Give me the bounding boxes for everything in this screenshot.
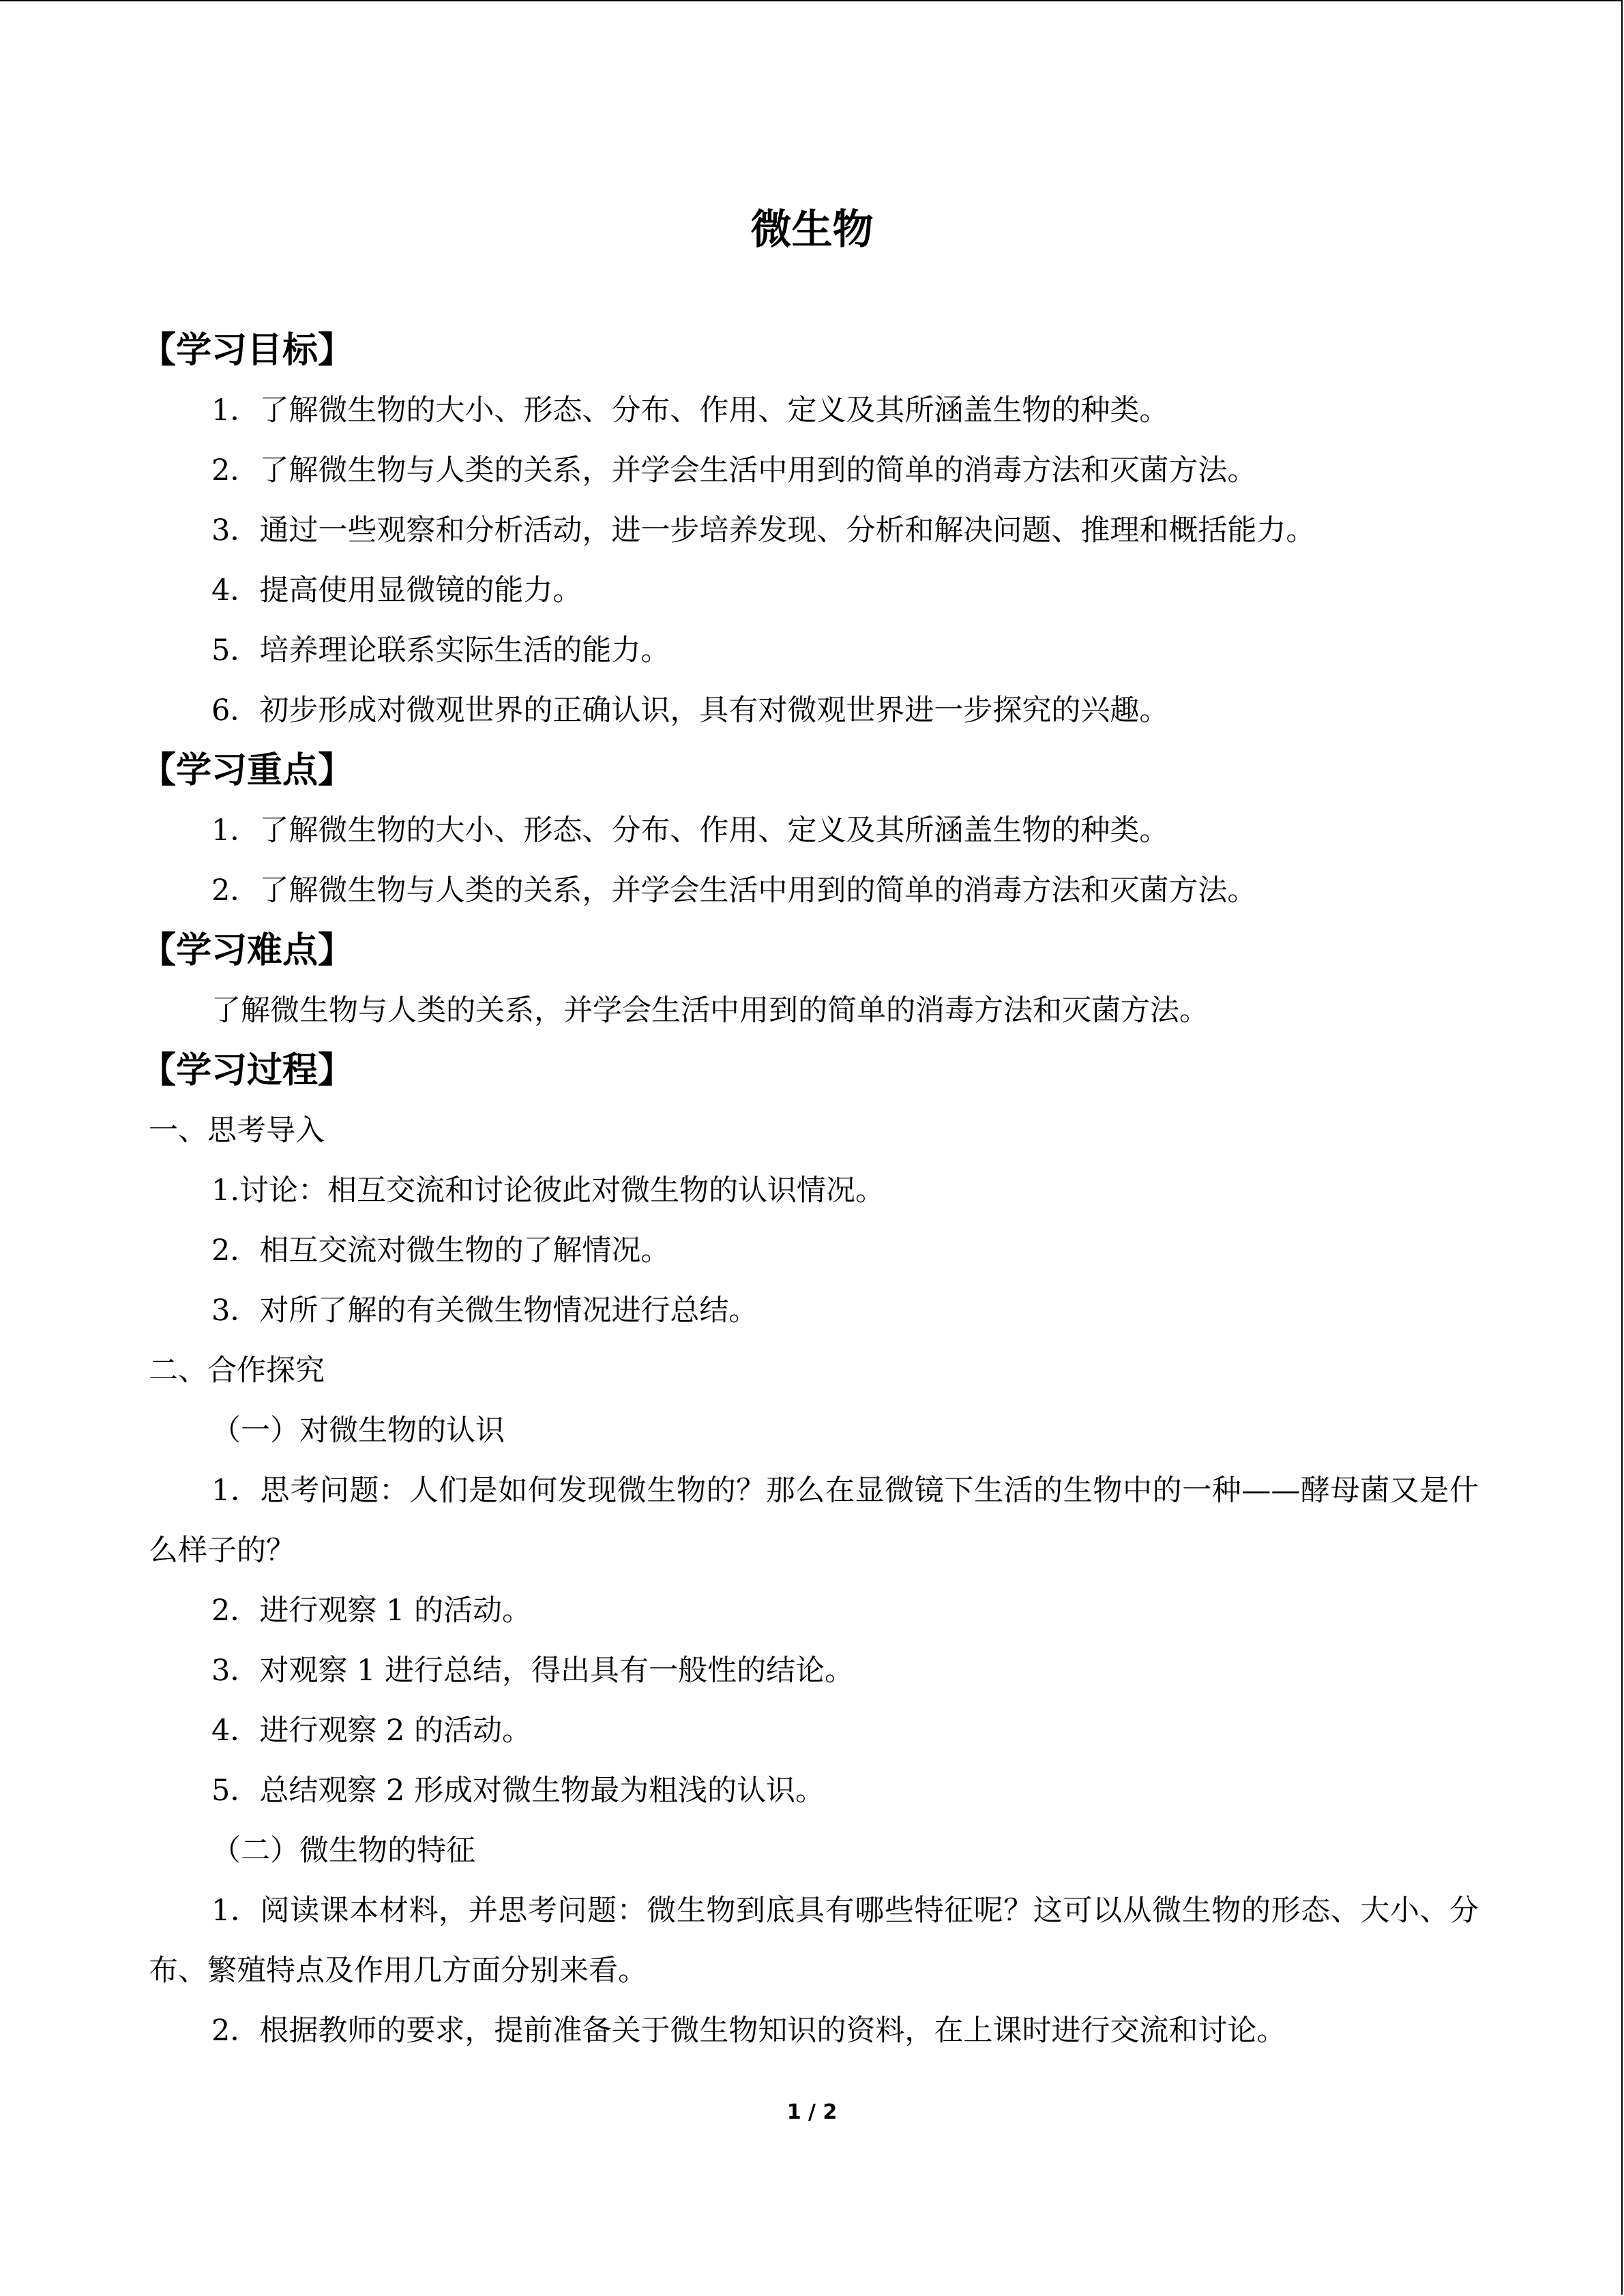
key-point-item: 2．了解微生物与人类的关系，并学会生活中用到的简单的消毒方法和灭菌方法。: [211, 874, 1257, 908]
process-sub1-item: 4．进行观察 2 的活动。: [211, 1714, 532, 1748]
page-number: 1 / 2: [786, 2100, 838, 2124]
difficulties-heading: 【学习难点】: [141, 930, 354, 971]
process-sub2-item: 1．阅读课本材料，并思考问题：微生物到底具有哪些特征呢？这可以从微生物的形态、大小、分布、繁殖特点及作用几方面分别来看。: [149, 1894, 1479, 1988]
document-body: [141, 320, 1479, 2061]
process-sub1-title: （一）对微生物的认识: [211, 1414, 505, 1448]
process-part1-item: 2．相互交流对微生物的了解情况。: [211, 1234, 670, 1268]
difficulty-text: 了解微生物与人类的关系，并学会生活中用到的简单的消毒方法和灭菌方法。: [211, 994, 1209, 1028]
process-sub1-item: 2．进行观察 1 的活动。: [211, 1594, 532, 1628]
process-sub2-item: 2．根据教师的要求，提前准备关于微生物知识的资料，在上课时进行交流和讨论。: [211, 2014, 1286, 2048]
objective-item: 6．初步形成对微观世界的正确认识，具有对微观世界进一步探究的兴趣。: [211, 694, 1169, 728]
key-point-item: 1．了解微生物的大小、形态、分布、作用、定义及其所涵盖生物的种类。: [211, 814, 1169, 848]
process-part1-title: 一、思考导入: [149, 1114, 325, 1148]
objective-item: 4．提高使用显微镜的能力。: [211, 573, 582, 608]
process-sub1-item: 3．对观察 1 进行总结，得出具有一般性的结论。: [211, 1654, 855, 1688]
objective-item: 5．培养理论联系实际生活的能力。: [211, 633, 670, 668]
process-sub2-title: （二）微生物的特征: [211, 1834, 475, 1868]
key-points-heading: 【学习重点】: [141, 750, 354, 791]
process-part1-item: 1.讨论：相互交流和讨论彼此对微生物的认识情况。: [211, 1174, 885, 1208]
process-heading: 【学习过程】: [141, 1050, 354, 1091]
objective-item: 1．了解微生物的大小、形态、分布、作用、定义及其所涵盖生物的种类。: [211, 393, 1169, 428]
process-sub1-item: 5．总结观察 2 形成对微生物最为粗浅的认识。: [211, 1774, 825, 1808]
objective-item: 2．了解微生物与人类的关系，并学会生活中用到的简单的消毒方法和灭菌方法。: [211, 453, 1257, 488]
process-part2-title: 二、合作探究: [149, 1354, 325, 1388]
objectives-heading: 【学习目标】: [141, 330, 354, 371]
objective-item: 3．通过一些观察和分析活动，进一步培养发现、分析和解决问题、推理和概括能力。: [211, 513, 1316, 548]
process-part1-item: 3．对所了解的有关微生物情况进行总结。: [211, 1294, 758, 1328]
process-sub1-item: 1．思考问题：人们是如何发现微生物的？那么在显微镜下生活的生物中的一种——酵母菌又是什么样子的？: [149, 1474, 1479, 1568]
page-title: 微生物: [750, 206, 874, 254]
